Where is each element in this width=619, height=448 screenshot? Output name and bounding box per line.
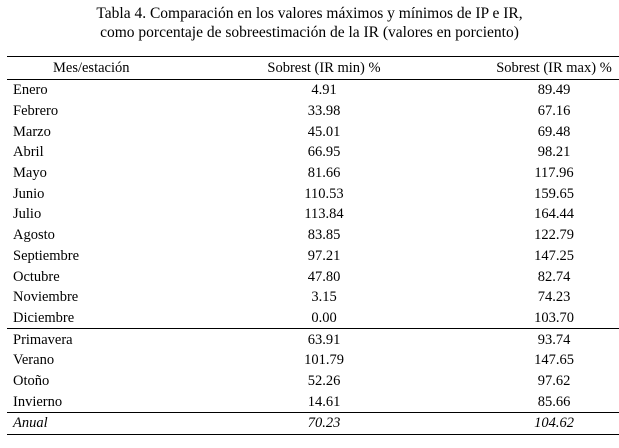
ir-max-value: 67.16	[537, 103, 571, 120]
ir-max-value: 104.62	[435, 413, 619, 435]
ir-max-value: 98.21	[537, 144, 571, 161]
month-row	[7, 142, 619, 163]
ir-min-value: 110.53	[304, 185, 344, 202]
season-row	[7, 329, 619, 350]
row-label: Mayo	[13, 165, 47, 182]
row-label: Julio	[13, 206, 42, 223]
ir-max-value: 93.74	[537, 331, 571, 348]
seasons-section	[7, 329, 619, 413]
data-table	[7, 56, 619, 435]
header-month: Mes/estación	[7, 57, 213, 80]
table-caption	[0, 4, 619, 42]
season-row	[7, 350, 619, 371]
ir-min-value: 113.84	[304, 206, 344, 223]
ir-min-value: 52.26	[307, 372, 341, 389]
ir-min-value: 47.80	[307, 268, 341, 285]
month-row	[7, 163, 619, 184]
ir-max-value: 97.62	[537, 372, 571, 389]
row-label: Anual	[7, 413, 213, 435]
month-row	[7, 101, 619, 122]
row-label: Agosto	[13, 227, 55, 244]
ir-min-value: 4.91	[311, 82, 337, 99]
month-row	[7, 121, 619, 142]
ir-max-value: 69.48	[537, 123, 571, 140]
row-label: Noviembre	[13, 289, 79, 306]
ir-min-value: 33.98	[307, 103, 341, 120]
caption-line-2: como porcentaje de sobreestimación de la IR (valores en porciento)	[100, 24, 519, 41]
row-label: Enero	[13, 82, 48, 99]
ir-min-value: 81.66	[307, 165, 341, 182]
month-row	[7, 183, 619, 204]
ir-min-value: 70.23	[213, 413, 435, 435]
season-row	[7, 391, 619, 412]
ir-max-value: 164.44	[534, 206, 574, 223]
ir-max-value: 103.70	[435, 308, 619, 329]
ir-max-value: 147.25	[534, 247, 574, 264]
ir-max-value: 82.74	[537, 268, 571, 285]
ir-max-value: 147.65	[534, 352, 574, 369]
row-label: Febrero	[13, 103, 59, 120]
row-label: Verano	[13, 352, 55, 369]
row-label: Otoño	[13, 372, 50, 389]
ir-min-value: 3.15	[311, 289, 337, 306]
caption-line-1: Tabla 4. Comparación en los valores máximos y mínimos de IP e IR,	[96, 5, 523, 22]
months-section	[7, 80, 619, 329]
row-label: Octubre	[13, 268, 60, 285]
season-row	[7, 371, 619, 392]
header-row	[7, 57, 619, 80]
row-label: Abril	[13, 144, 44, 161]
month-row	[7, 246, 619, 267]
month-row	[7, 287, 619, 308]
month-row	[7, 80, 619, 101]
annual-row	[7, 413, 619, 435]
row-label: Primavera	[13, 331, 73, 348]
row-label: Junio	[13, 185, 45, 202]
ir-min-value: 83.85	[307, 227, 341, 244]
month-row	[7, 225, 619, 246]
header-ir-max: Sobrest (IR max) %	[435, 57, 619, 80]
ir-min-value: 101.79	[304, 352, 344, 369]
ir-min-value: 45.01	[307, 123, 341, 140]
row-label: Septiembre	[13, 247, 80, 264]
ir-min-value: 0.00	[213, 308, 435, 329]
ir-max-value: 74.23	[537, 289, 571, 306]
ir-max-value: 117.96	[534, 165, 574, 182]
row-label: Invierno	[7, 391, 213, 412]
ir-min-value: 66.95	[307, 144, 341, 161]
ir-max-value: 122.79	[534, 227, 574, 244]
ir-min-value: 14.61	[213, 391, 435, 412]
ir-min-value: 97.21	[307, 247, 341, 264]
row-label: Marzo	[13, 123, 51, 140]
month-row	[7, 266, 619, 287]
header-ir-min: Sobrest (IR min) %	[213, 57, 435, 80]
month-row	[7, 308, 619, 329]
month-row	[7, 204, 619, 225]
row-label: Diciembre	[7, 308, 213, 329]
ir-min-value: 63.91	[307, 331, 341, 348]
ir-max-value: 85.66	[435, 391, 619, 412]
ir-max-value: 89.49	[537, 82, 571, 99]
annual-section	[7, 413, 619, 435]
ir-max-value: 159.65	[534, 185, 574, 202]
